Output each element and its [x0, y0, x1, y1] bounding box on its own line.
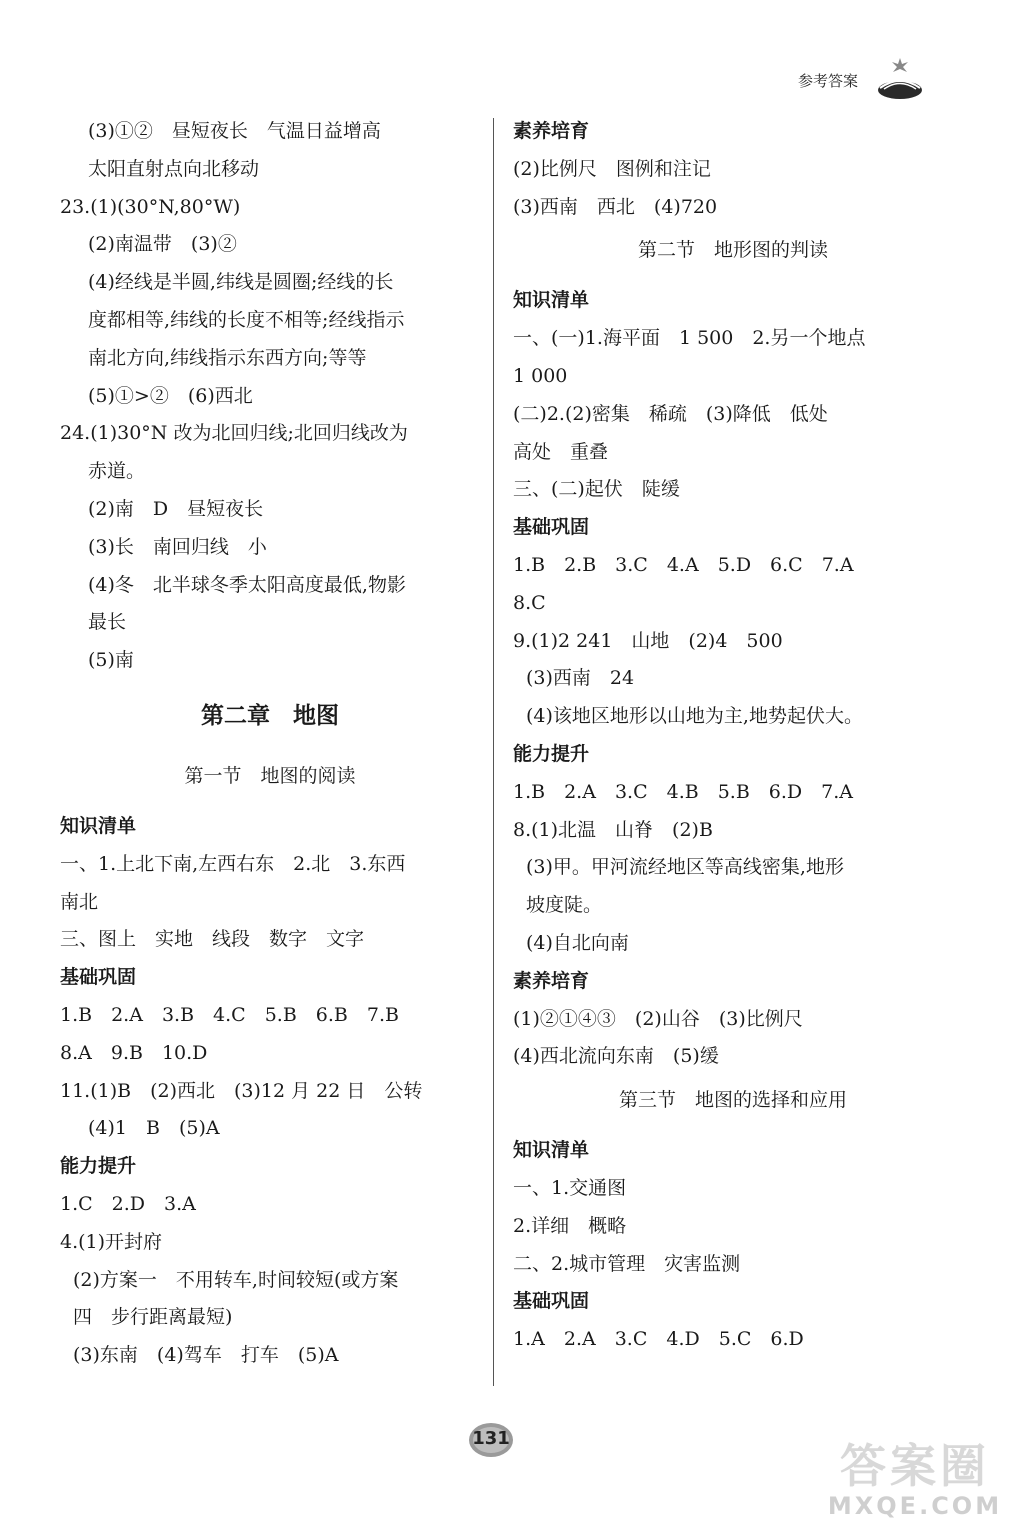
answer-line: (3)西南 西北 (4)720	[513, 195, 718, 218]
answer-line: 最长	[88, 611, 127, 634]
answer-line: 三、图上 实地 线段 数字 文字	[60, 928, 365, 951]
answer-line: 赤道。	[88, 460, 146, 483]
answer-line: 一、1.上北下南,左西右东 2.北 3.东西	[60, 852, 406, 875]
answer-line: 9.(1)2 241 山地 (2)4 500	[513, 629, 783, 652]
answer-line: (3)①② 昼短夜长 气温日益增高	[88, 120, 381, 142]
answer-line: (3)长 南回归线 小	[88, 535, 267, 558]
answer-line: 1.B 2.A 3.C 4.B 5.B 6.D 7.A	[513, 780, 853, 803]
answer-line: 8.A 9.B 10.D	[60, 1041, 208, 1064]
answer-line: 二、2.城市管理 灾害监测	[513, 1252, 741, 1275]
answer-line: 1.C 2.D 3.A	[60, 1192, 196, 1215]
subsection-heading: 知识清单	[60, 814, 137, 837]
answer-line: (5)①>② (6)西北	[88, 384, 253, 407]
answer-line: (3)西南 24	[526, 667, 635, 690]
answer-line: 太阳直射点向北移动	[88, 157, 260, 180]
right-column	[513, 113, 953, 1359]
answer-line: 度都相等,纬线的长度不相等;经线指示	[88, 308, 405, 331]
answer-line: (4)经线是半圆,纬线是圆圈;经线的长	[88, 271, 394, 294]
watermark-logo: 答案圈	[840, 1439, 990, 1493]
answer-line: 8.C	[513, 591, 546, 614]
answer-line: (1)②①④③ (2)山谷 (3)比例尺	[513, 1007, 803, 1030]
chapter-title: 第二章 地图	[201, 702, 339, 729]
answer-line: (2)比例尺 图例和注记	[513, 157, 711, 180]
subsection-heading: 能力提升	[513, 742, 590, 765]
answer-line: (2)南 D 昼短夜长	[88, 497, 264, 520]
answer-line: 高处 重叠	[513, 440, 609, 463]
answer-line: 一、1.交通图	[513, 1176, 627, 1199]
watermark	[820, 1430, 1010, 1526]
answer-line: 1.B 2.A 3.B 4.C 5.B 6.B 7.B	[60, 1003, 399, 1026]
subsection-heading: 知识清单	[513, 289, 590, 312]
subsection-heading: 素养培育	[513, 969, 590, 992]
answer-line: (二)2.(2)密集 稀疏 (3)降低 低处	[513, 402, 828, 425]
answer-line: 坡度陡。	[526, 894, 603, 917]
answer-line: 2.详细 概略	[513, 1214, 627, 1237]
answer-line: 四 步行距离最短)	[73, 1306, 233, 1329]
subsection-heading: 能力提升	[60, 1155, 137, 1178]
watermark-url: MXQE.COM	[827, 1492, 1003, 1520]
answer-line: 8.(1)北温 山脊 (2)B	[513, 818, 713, 841]
answer-line: 1.A 2.A 3.C 4.D 5.C 6.D	[513, 1328, 804, 1351]
answer-line: (2)方案一 不用转车,时间较短(或方案	[73, 1268, 399, 1291]
answer-line: 11.(1)B (2)西北 (3)12 月 22 日 公转	[60, 1079, 423, 1102]
header-label: 参考答案	[798, 72, 859, 90]
answer-line: 一、(一)1.海平面 1 500 2.另一个地点	[513, 327, 866, 350]
subsection-heading: 基础巩固	[513, 516, 590, 539]
answer-line: 1.B 2.B 3.C 4.A 5.D 6.C 7.A	[513, 553, 854, 576]
subsection-heading: 基础巩固	[60, 966, 137, 989]
answer-line: (4)冬 北半球冬季太阳高度最低,物影	[88, 573, 406, 596]
page-number-text: 131	[472, 1428, 510, 1449]
subsection-heading: 知识清单	[513, 1139, 590, 1162]
answer-line: (4)该地区地形以山地为主,地势起伏大。	[526, 705, 863, 728]
left-column	[60, 113, 480, 1375]
answer-line: 南北方向,纬线指示东西方向;等等	[88, 346, 367, 369]
section-title: 第二节 地形图的判读	[637, 239, 828, 262]
page-number	[466, 1420, 516, 1460]
answer-line: 三、(二)起伏 陡缓	[513, 478, 680, 501]
column-divider	[493, 118, 494, 1386]
book-logo-icon	[876, 56, 924, 104]
answer-line: 23.(1)(30°N,80°W)	[60, 195, 241, 218]
answer-line: (4)西北流向东南 (5)缓	[513, 1045, 719, 1068]
section-title: 第一节 地图的阅读	[184, 764, 356, 787]
subsection-heading: 素养培育	[513, 120, 590, 142]
answer-line: 1 000	[513, 364, 568, 387]
section-title: 第三节 地图的选择和应用	[618, 1089, 847, 1112]
answer-line: (2)南温带 (3)②	[88, 233, 237, 256]
subsection-heading: 基础巩固	[513, 1290, 590, 1313]
answer-line: 南北	[60, 890, 99, 913]
answer-line: (3)东南 (4)驾车 打车 (5)A	[73, 1344, 339, 1367]
answer-line: 4.(1)开封府	[60, 1230, 163, 1253]
answer-line: (3)甲。甲河流经地区等高线密集,地形	[526, 856, 844, 879]
answer-line: 24.(1)30°N 改为北回归线;北回归线改为	[60, 422, 408, 445]
answer-line: (4)1 B (5)A	[88, 1117, 220, 1140]
answer-line: (4)自北向南	[526, 931, 629, 954]
answer-line: (5)南	[88, 649, 134, 672]
